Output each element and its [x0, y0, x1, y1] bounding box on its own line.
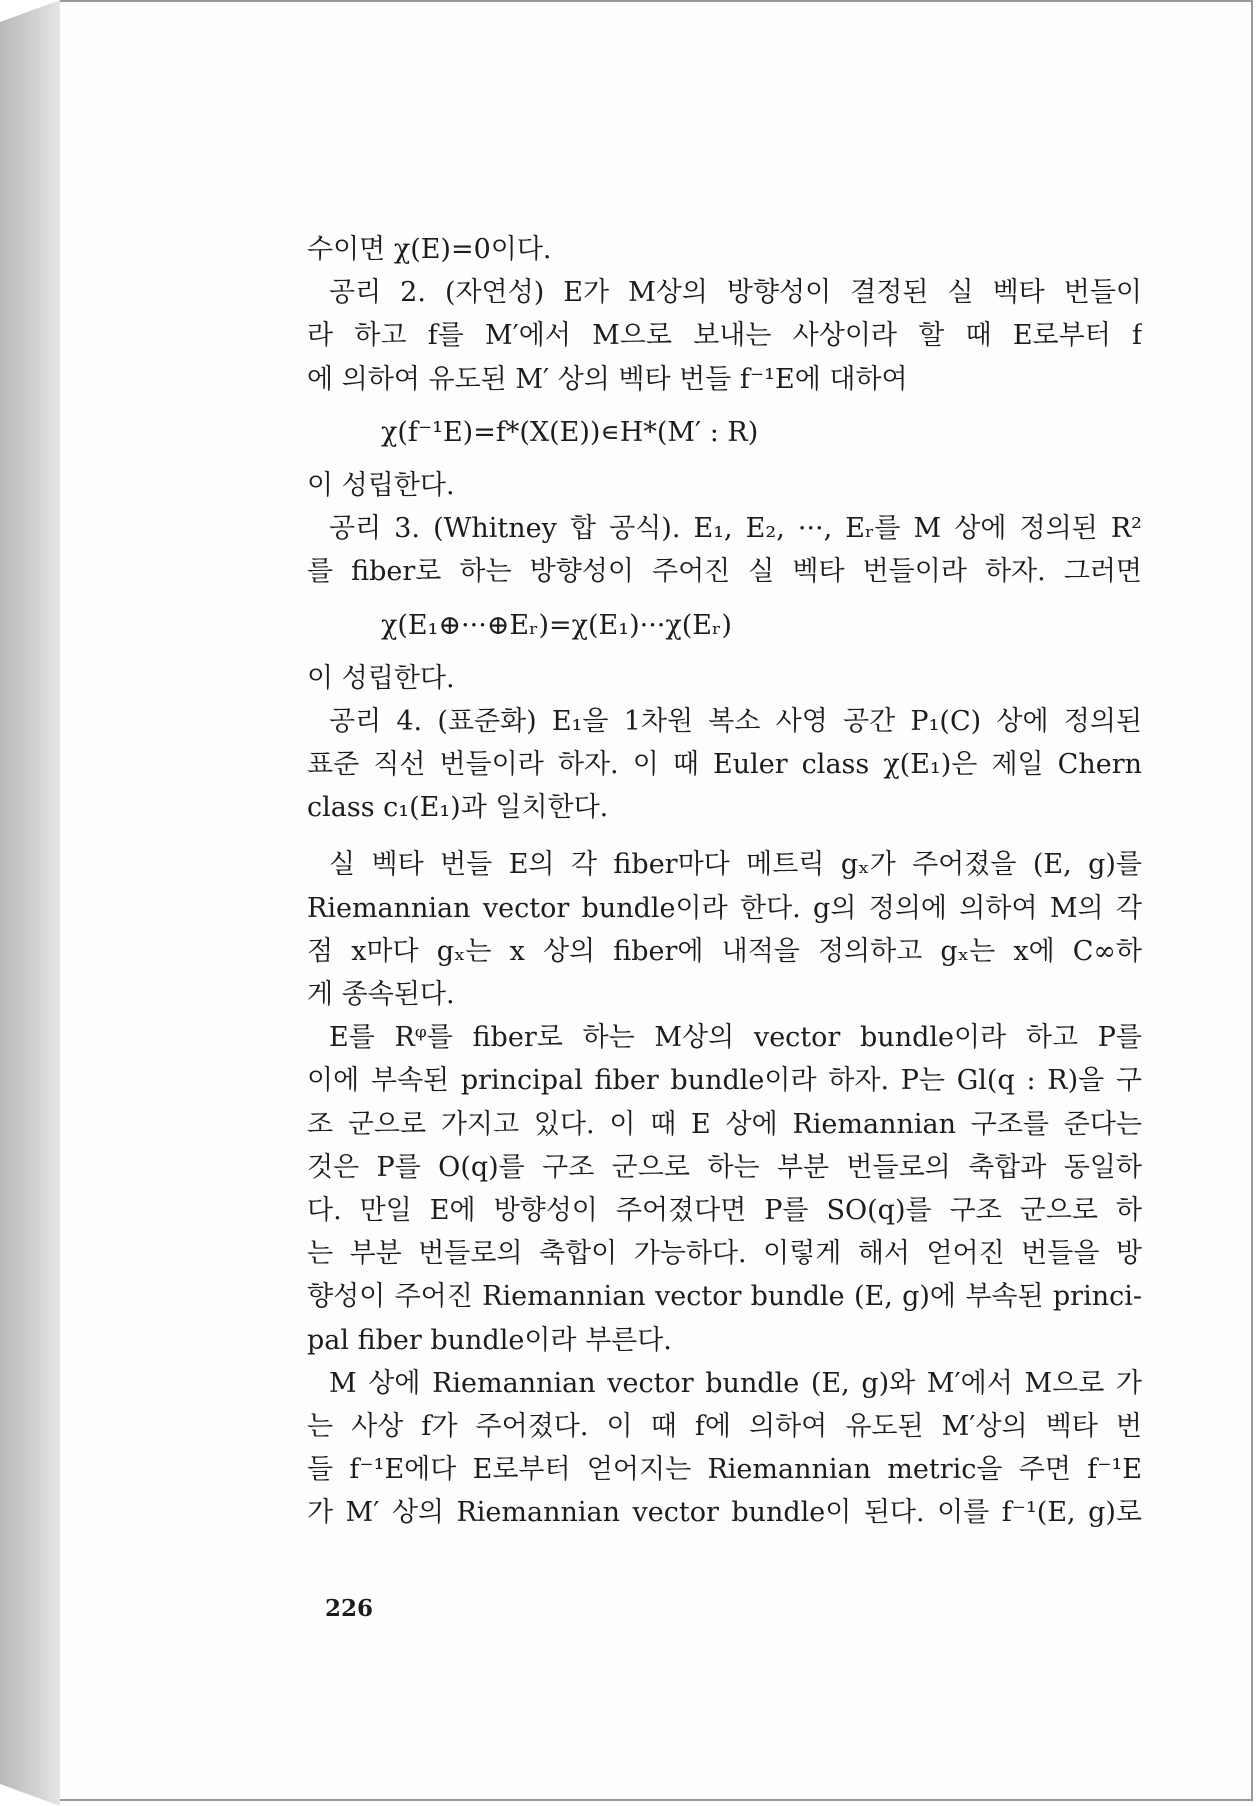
text-line: 향성이 주어진 Riemannian vector bundle (E, g)에 부속된 princi- [307, 1281, 1142, 1313]
formula-naturality: χ(f⁻¹E)=f*(X(E))∊H*(M′ : R) [381, 416, 759, 448]
axiom-3-line: 공리 3. (Whitney 합 공식). E₁, E₂, ···, Eᵣ를 M 상에 정의된 R² [329, 513, 1142, 545]
page-number: 226 [325, 1595, 374, 1622]
text-line: 게 종속된다. [307, 979, 455, 1010]
text-line: 이 성립한다. [307, 469, 455, 501]
text-line: 표준 직선 번들이라 하자. 이 때 Euler class χ(E₁)은 제일 Chern [307, 749, 1142, 781]
text-line: 이에 부속된 principal fiber bundle이라 하자. P는 Gl(q : R)을 구 [307, 1065, 1142, 1097]
text-line: 에 의하여 유도된 M′ 상의 벡타 번들 f⁻¹E에 대하여 [307, 363, 908, 395]
text-line: 들 f⁻¹E에다 E로부터 얻어지는 Riemannian metric을 주면 f⁻¹E [307, 1454, 1142, 1486]
text-line: 수이면 χ(E)=0이다. [307, 234, 552, 265]
text-line: Riemannian vector bundle이라 한다. g의 정의에 의하여 M의 각 [307, 892, 1142, 924]
axiom-2-line: 공리 2. (자연성) E가 M상의 방향성이 결정된 실 벡타 번들이 [329, 277, 1142, 309]
book-spine-edge [0, 0, 60, 1806]
text-line: 것은 P를 O(q)를 구조 군으로 하는 부분 번들로의 축합과 동일하 [307, 1151, 1142, 1183]
text-line: 는 부분 번들로의 축합이 가능하다. 이렇게 해서 얻어진 번들을 방 [307, 1238, 1142, 1270]
page-body [307, 228, 1142, 1534]
text-line: 라 하고 f를 M′에서 M으로 보내는 사상이라 할 때 E로부터 f [307, 320, 1142, 352]
text-line: 이 성립한다. [307, 662, 455, 694]
text-line: pal fiber bundle이라 부른다. [307, 1324, 672, 1356]
text-line: 다. 만일 E에 방향성이 주어졌다면 P를 SO(q)를 구조 군으로 하 [307, 1194, 1142, 1226]
axiom-4-line: 공리 4. (표준화) E₁을 1차원 복소 사영 공간 P₁(C) 상에 정의된 [329, 705, 1142, 737]
text-line: 를 fiber로 하는 방향성이 주어진 실 벡타 번들이라 하자. 그러면 [307, 556, 1142, 588]
text-line: 는 사상 f가 주어졌다. 이 때 f에 의하여 유도된 M′상의 벡타 번 [307, 1410, 1142, 1442]
text-line: 가 M′ 상의 Riemannian vector bundle이 된다. 이를 f⁻¹(E, g)로 [307, 1497, 1142, 1529]
text-line: 점 x마다 gₓ는 x 상의 fiber에 내적을 정의하고 gₓ는 x에 C∞하 [307, 935, 1142, 967]
paragraph-start: M 상에 Riemannian vector bundle (E, g)와 M′에서 M으로 가 [329, 1367, 1142, 1399]
paragraph-start: 실 벡타 번들 E의 각 fiber마다 메트릭 gₓ가 주어졌을 (E, g)를 [329, 849, 1142, 881]
text-line: class c₁(E₁)과 일치한다. [307, 792, 609, 824]
paragraph-start: E를 Rᵠ를 fiber로 하는 M상의 vector bundle이라 하고 P를 [329, 1022, 1142, 1054]
text-line: 조 군으로 가지고 있다. 이 때 E 상에 Riemannian 구조를 준다는 [307, 1108, 1142, 1140]
book-page [60, 0, 1253, 1801]
formula-whitney-sum: χ(E₁⊕···⊕Eᵣ)=χ(E₁)···χ(Eᵣ) [381, 609, 732, 641]
